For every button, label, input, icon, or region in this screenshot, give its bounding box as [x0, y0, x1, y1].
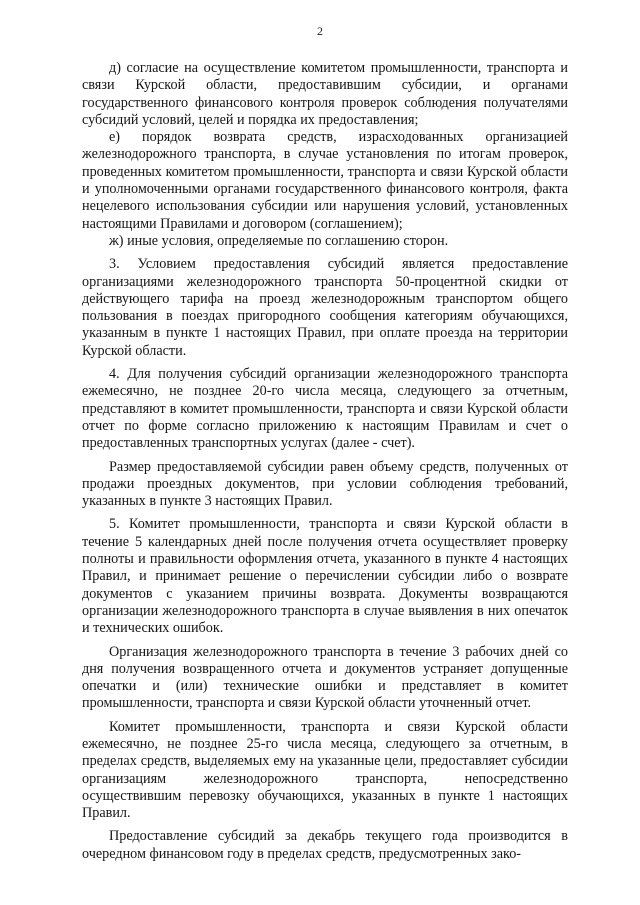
- paragraph-monthly-subsidy: Комитет промышленности, транспорта и связи Курской области ежемесячно, не позднее 25-го числа месяца, следующего за отчетным, в пределах средств, выделяемых ему на указанные цели, предоставляет субсидии организациям железнодорожного транспорта, непосредственно осуществившим перевозку обучающихся, указанных в пункте 1 настоящих Правил.: [82, 718, 568, 822]
- paragraph-zh: ж) иные условия, определяемые по соглашению сторон.: [109, 232, 449, 249]
- document-body: [82, 60, 568, 863]
- paragraph-5: 5. Комитет промышленности, транспорта и связи Курской области в течение 5 календарных дней после получения отчета осуществляет проверку полноты и правильности оформления отчета, указанного в пункте 4 настоящих Правил, и принимает решение о перечислении субсидии либо о возврате документов с указанием причины возврата. Документы возвращаются организации железнодорожного транспорта в случае выявления в них опечаток и технических ошибок.: [82, 516, 568, 637]
- paragraph-d: д) согласие на осуществление комитетом промышленности, транспорта и связи Курской области, предоставившим субсидии, и органами государственного финансового контроля проверок соблюдения получателями субсидий условий, целей и порядка их предоставления;: [82, 60, 568, 128]
- paragraph-december: Предоставление субсидий за декабрь текущего года производится в очередном финансовом году в пределах средств, предусмотренных зако-: [82, 828, 568, 862]
- paragraph-3: 3. Условием предоставления субсидий является предоставление организациями железнодорожного транспорта 50-процентной скидки от действующего тарифа на проезд железнодорожным транспортом общего пользования в поездах пригородного сообщения категориям обучающихся, указанным в пункте 1 настоящих Правил, при оплате проезда на территории Курской области.: [82, 256, 568, 359]
- paragraph-subsidy-size: Размер предоставляемой субсидии равен объему средств, полученных от продажи проездных документов, при условии соблюдения требований, указанных в пункте 3 настоящих Правил.: [82, 458, 568, 510]
- paragraph-corrections: Организация железнодорожного транспорта в течение 3 рабочих дней со дня получения возвращенного отчета и документов устраняет допущенные опечатки и (или) технические ошибки и представляет в комитет промышленности, транспорта и связи Курской области уточненный отчет.: [82, 643, 568, 712]
- paragraph-e: е) порядок возврата средств, израсходованных организацией железнодорожного транспорта, в случае установления по итогам проверок, проведенных комитетом промышленности, транспорта и связи Курской области и уполномоченными органами государственного финансового контроля, факта нецелевого использования субсидии или нарушения условий, установленных настоящими Правилами и договором (соглашением);: [82, 129, 568, 232]
- page-number: 2: [317, 24, 323, 38]
- paragraph-4: 4. Для получения субсидий организации железнодорожного транспорта ежемесячно, не позднее 20-го числа месяца, следующего за отчетным, представляют в комитет промышленности, транспорта и связи Курской области отчет по форме согласно приложению к настоящим Правилам и счет о предоставленных транспортных услугах (далее - счет).: [82, 366, 568, 452]
